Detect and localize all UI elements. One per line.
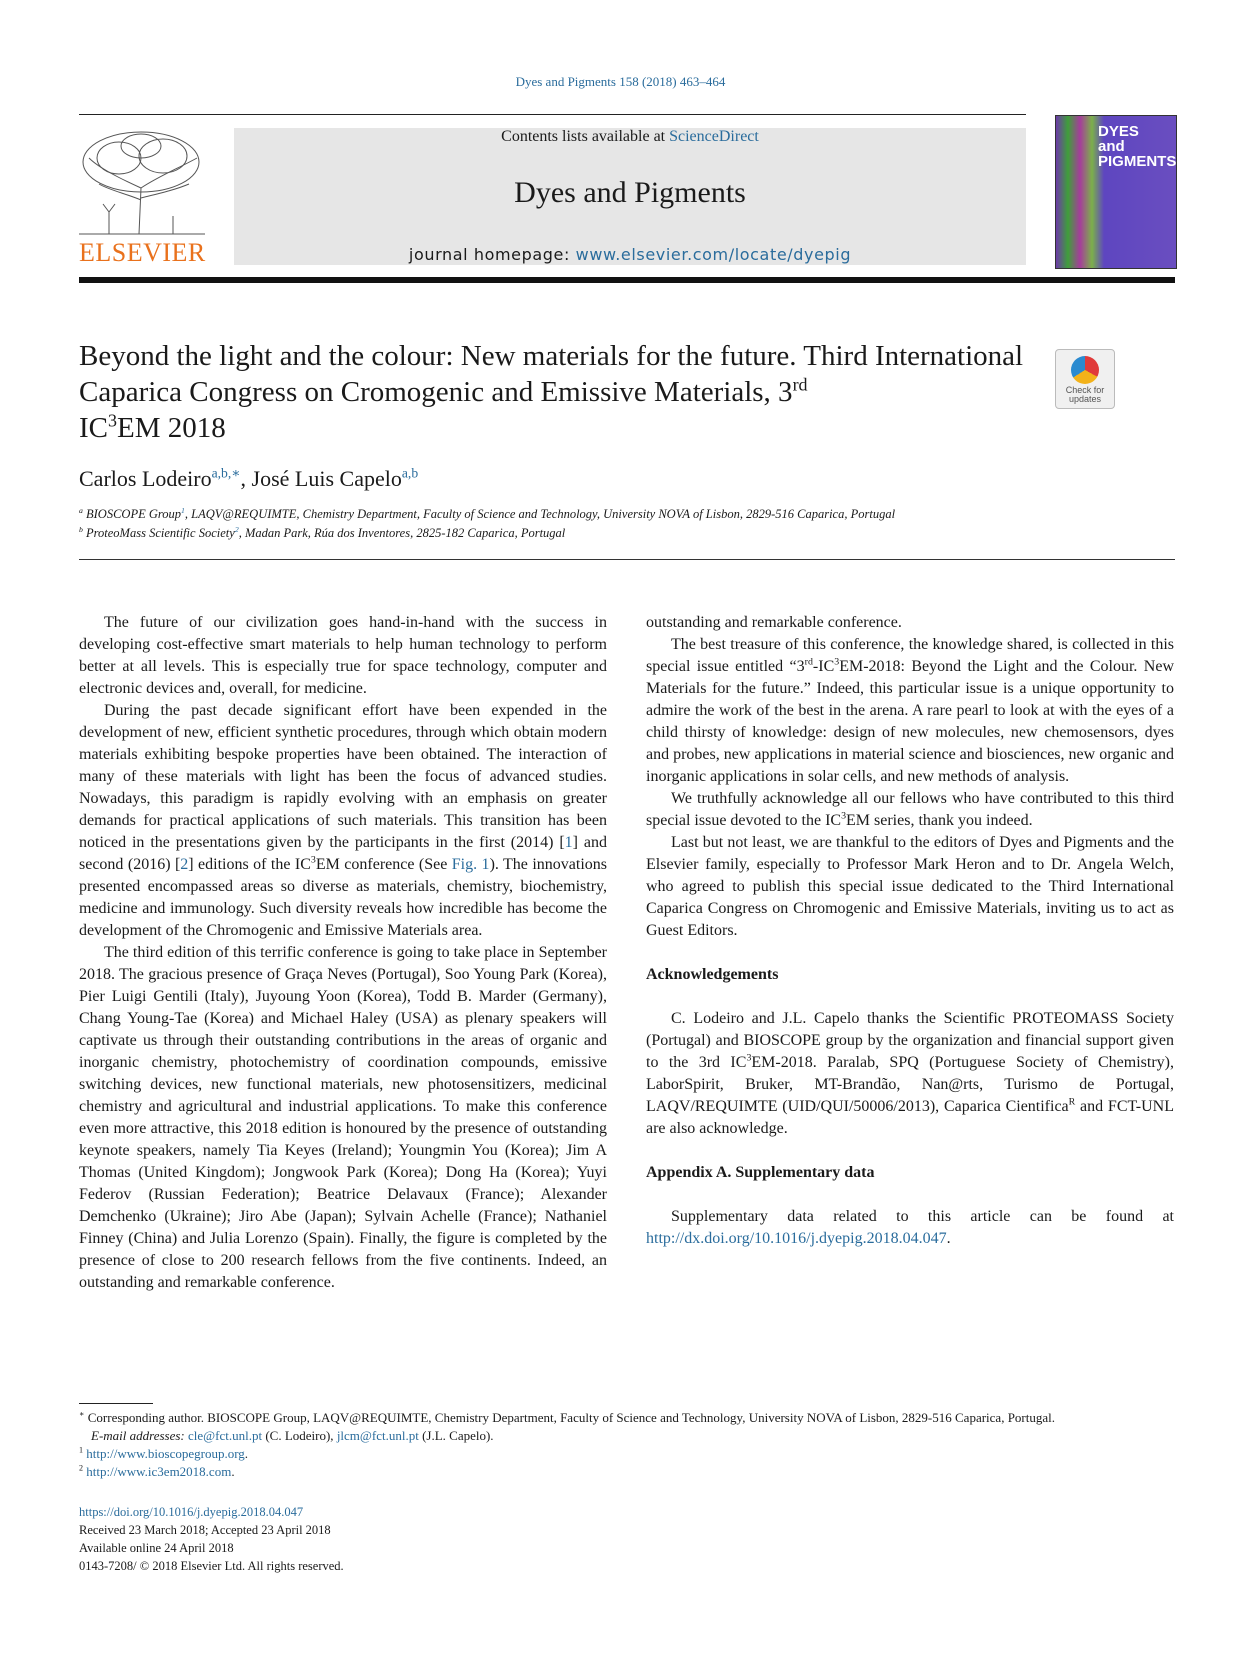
author-list: Carlos Lodeiro$^{a,b,∗}$, José Luis Capelo$^{a,b}$	[79, 465, 419, 491]
supplementary-doi-link[interactable]: http://dx.doi.org/10.1016/j.dyepig.2018.04.047	[646, 1230, 947, 1247]
footnote-mark: 1	[79, 1445, 84, 1455]
footnote-mark: 2	[79, 1463, 84, 1473]
affiliation-org: ProteoMass Scientific Society	[86, 526, 235, 540]
article-metadata	[79, 1503, 344, 1575]
body-paragraph	[646, 788, 1174, 832]
reference-link[interactable]: 1	[564, 834, 573, 851]
header-rule	[79, 114, 1026, 115]
body-column-left	[79, 612, 608, 1291]
body-column-right	[646, 612, 1174, 1250]
footnote-link[interactable]: http://www.bioscopegroup.org	[86, 1446, 245, 1461]
body-paragraph-continued: outstanding and remarkable conference.	[646, 614, 902, 631]
affiliation-a	[79, 507, 895, 522]
elsevier-wordmark: ELSEVIER	[79, 238, 206, 267]
homepage-line	[234, 245, 1026, 264]
check-for-updates-button[interactable]	[1055, 349, 1115, 409]
text: Corresponding author. BIOSCOPE Group, LAQV@REQUIMTE, Chemistry Department, Faculty of Science and Technology, University NOVA of Lisbon, 2829-516 Caparica, Portugal.	[84, 1410, 1056, 1425]
journal-title: Dyes and Pigments	[514, 176, 746, 209]
text: Supplementary data related to this article can be found at	[671, 1208, 1174, 1225]
journal-homepage-link[interactable]: www.elsevier.com/locate/dyepig	[575, 245, 852, 264]
contents-prefix: Contents lists available at	[501, 128, 670, 145]
text: ] editions of the IC	[188, 856, 311, 873]
crossmark-icon	[1071, 356, 1099, 384]
acknowledgements-paragraph	[646, 1008, 1174, 1140]
text: and FCT-UNL are also acknowledge.	[646, 1098, 1175, 1137]
elsevier-logo	[79, 128, 205, 268]
figure-link[interactable]: Fig. 1	[451, 856, 490, 873]
footnotes	[79, 1409, 1175, 1481]
email-label: E-mail addresses:	[91, 1428, 185, 1443]
sciencedirect-link[interactable]: ScienceDirect	[669, 128, 759, 145]
cover-title-line: DYES	[1098, 123, 1139, 140]
affiliation-address: , Madan Park, Rúa dos Inventores, 2825-182 Caparica, Portugal	[238, 526, 566, 540]
text: ). The innovations presented encompassed areas so diverse as materials, chemistry, biochemistry, medicine and immunology. Such diversity reveals how incredible has become the development of the Chromogenic and Emissive Materials area.	[79, 856, 608, 939]
check-updates-label: Check for updates	[1065, 385, 1105, 404]
online-date: Available online 24 April 2018	[79, 1541, 234, 1555]
text: We truthfully acknowledge all our fellows who have contributed to this third special issue devoted to the IC	[646, 790, 1174, 829]
affiliation-org: BIOSCOPE Group	[86, 507, 182, 521]
footnote-ref[interactable]: 1	[181, 505, 185, 515]
body-paragraph	[79, 700, 607, 942]
reference-link[interactable]: 2	[180, 856, 189, 873]
text: During the past decade significant effort have been expended in the development of new, efficient synthetic procedures, through which obtain modern materials exhibiting bespoke properties have been obtained. The interaction of many of these materials with light has been the focus of advanced studies. Nowadays, this paradigm is rapidly evolving with an emphasis on greater demands for practical applications of such materials. This transition has been noticed in the presentations given by the participants in the first (2014) [	[79, 702, 607, 851]
footnote-rule	[79, 1403, 153, 1404]
title-text: EM 2018	[116, 412, 226, 444]
author-affiliation-marks[interactable]: a,b	[401, 465, 419, 481]
acknowledgements-heading: Acknowledgements	[646, 966, 779, 983]
footnote-1: $^1$ http://www.bioscopegroup.org.	[79, 1445, 249, 1461]
text: EM-2018: Beyond the Light and the Colour. New Materials for the future.” Indeed, this particular issue is a unique opportunity to admire the work of the best in the arena. A rare pearl to look at with the eyes of a child thirsty of knowledge: design of new molecules, new chemosensors, dyes and probes, new applications in material science and biosciences, new organic and inorganic applications in solar cells, and new methods of analysis.	[646, 658, 1174, 785]
text: ] and second (2016) [	[79, 834, 607, 873]
journal-header-box	[234, 128, 1026, 265]
text: -IC	[812, 658, 835, 675]
footnote-link[interactable]: http://www.ic3em2018.com	[86, 1464, 232, 1479]
article-title	[79, 338, 1039, 446]
body-paragraph	[646, 634, 1174, 788]
author-name: José Luis Capelo	[251, 466, 402, 491]
superscript: 3	[310, 854, 316, 866]
footnote-ref[interactable]: 2	[234, 524, 239, 534]
author-name: Carlos Lodeiro	[79, 466, 212, 491]
superscript: R	[1068, 1096, 1076, 1108]
journal-citation-link[interactable]: Dyes and Pigments 158 (2018) 463–464	[515, 74, 726, 89]
footnote-2: $^2$ http://www.ic3em2018.com.	[79, 1463, 235, 1479]
superscript: 3	[841, 810, 847, 822]
received-date: Received 23 March 2018; Accepted 23 April 2018	[79, 1523, 331, 1537]
text: .	[946, 1230, 951, 1247]
affiliation-mark: b	[79, 524, 83, 534]
superscript: 3	[834, 656, 840, 668]
text: (C. Lodeiro),	[262, 1428, 337, 1443]
text: EM conference (See	[315, 856, 452, 873]
appendix-heading: Appendix A. Supplementary data	[646, 1164, 875, 1181]
supplementary-paragraph	[646, 1206, 1174, 1250]
text: EM series, thank you indeed.	[846, 812, 1033, 829]
affiliation-b	[79, 526, 565, 541]
header-thick-rule	[79, 277, 1175, 283]
body-paragraph: The third edition of this terrific conference is going to take place in September 2018. The gracious presence of Graça Neves (Portugal), Soo Young Park (Korea), Pier Luigi Gentili (Italy), Juyoung Yoon (Korea), Todd B. Marder (Germany), Chang Young-Tae (Korea) and Michael Haley (USA) as plenary speakers will captivate us through their outstanding contributions in the areas of organic and inorganic chemistry, photochemistry of coordination compounds, emissive switching devices, new functional materials, new photosensitizers, medicinal chemistry and agricultural and industrial applications. To make this conference even more attractive, this 2018 edition is honoured by the presence of outstanding keynote speakers, namely Tia Keyes (Ireland); Youngmin You (Korea); Jim A Thomas (United Kingdom); Jongwook Park (Korea); Dong Ha (Korea); Yuyi Federov (Russian Federation); Beatrice Delavaux (France); Alexander Demchenko (Ukraine); Jiro Abe (Japan); Sylvain Achelle (France); Nathaniel Finney (China) and Julia Lorenzo (Spain). Finally, the figure is completed by the presence of close to 200 research fellows from the five continents. Indeed, an outstanding and remarkable conference.	[79, 944, 607, 1291]
body-paragraph: Last but not least, we are thankful to the editors of Dyes and Pigments and the Elsevier family, especially to Professor Mark Heron and to Dr. Angela Welch, who agreed to publish this special issue dedicated to the Third International Caparica Congress on Chromogenic and Emissive Materials, inviting us to act as Guest Editors.	[646, 834, 1174, 939]
cover-title-line: PIGMENTS	[1098, 153, 1177, 170]
text: (J.L. Capelo).	[418, 1428, 494, 1443]
elsevier-tree-icon	[79, 128, 205, 236]
corresponding-author-note	[79, 1409, 1175, 1427]
author-affiliation-marks[interactable]: a,b,∗	[211, 465, 241, 481]
text: EM-2018. Paralab, SPQ (Portuguese Society of Chemistry), LaborSpirit, Bruker, MT-Brandão, Nan@rts, Turismo de Portugal, LAQV/REQUIMTE (UID/QUI/50006/2013), Caparica Cientifica	[646, 1054, 1174, 1115]
cover-title-line: and	[1098, 138, 1125, 155]
title-text: Beyond the light and the colour: New materials for the future. Third International Caparica Congress on Cromogenic and Emissive Materials, 3	[79, 340, 1024, 408]
superscript: 3	[746, 1052, 752, 1064]
affiliation-mark: a	[79, 505, 83, 515]
doi-link[interactable]: https://doi.org/10.1016/j.dyepig.2018.04.047	[79, 1505, 304, 1519]
footnote-mark: ∗	[79, 1409, 85, 1419]
contents-line	[234, 128, 1026, 146]
email-link[interactable]: jlcm@fct.unl.pt	[336, 1428, 419, 1443]
journal-cover-image	[1055, 115, 1177, 269]
copyright: 0143-7208/ © 2018 Elsevier Ltd. All rights reserved.	[79, 1559, 344, 1573]
title-text: IC	[79, 412, 108, 444]
text: The best treasure of this conference, the knowledge shared, is collected in this special issue entitled “3	[646, 636, 1174, 675]
title-superscript: rd	[792, 374, 808, 395]
affiliation-address: , LAQV@REQUIMTE, Chemistry Department, Faculty of Science and Technology, University NOVA of Lisbon, 2829-516 Caparica, Portugal	[184, 507, 896, 521]
homepage-prefix: journal homepage:	[408, 245, 576, 264]
email-addresses	[79, 1427, 1175, 1445]
email-link[interactable]: cle@fct.unl.pt	[188, 1428, 263, 1443]
text: C. Lodeiro and J.L. Capelo thanks the Scientific PROTEOMASS Society (Portugal) and BIOSCOPE group by the organization and financial support given to the 3rd IC	[646, 1010, 1174, 1071]
title-superscript: 3	[108, 410, 117, 431]
cover-title	[1098, 123, 1177, 170]
section-rule	[79, 559, 1175, 560]
superscript: rd	[804, 656, 813, 668]
body-paragraph: The future of our civilization goes hand-in-hand with the success in developing cost-effective smart materials to help human technology to perform better at all levels. This is especially true for space technology, computer and electronic devices and, overall, for medicine.	[79, 614, 607, 697]
